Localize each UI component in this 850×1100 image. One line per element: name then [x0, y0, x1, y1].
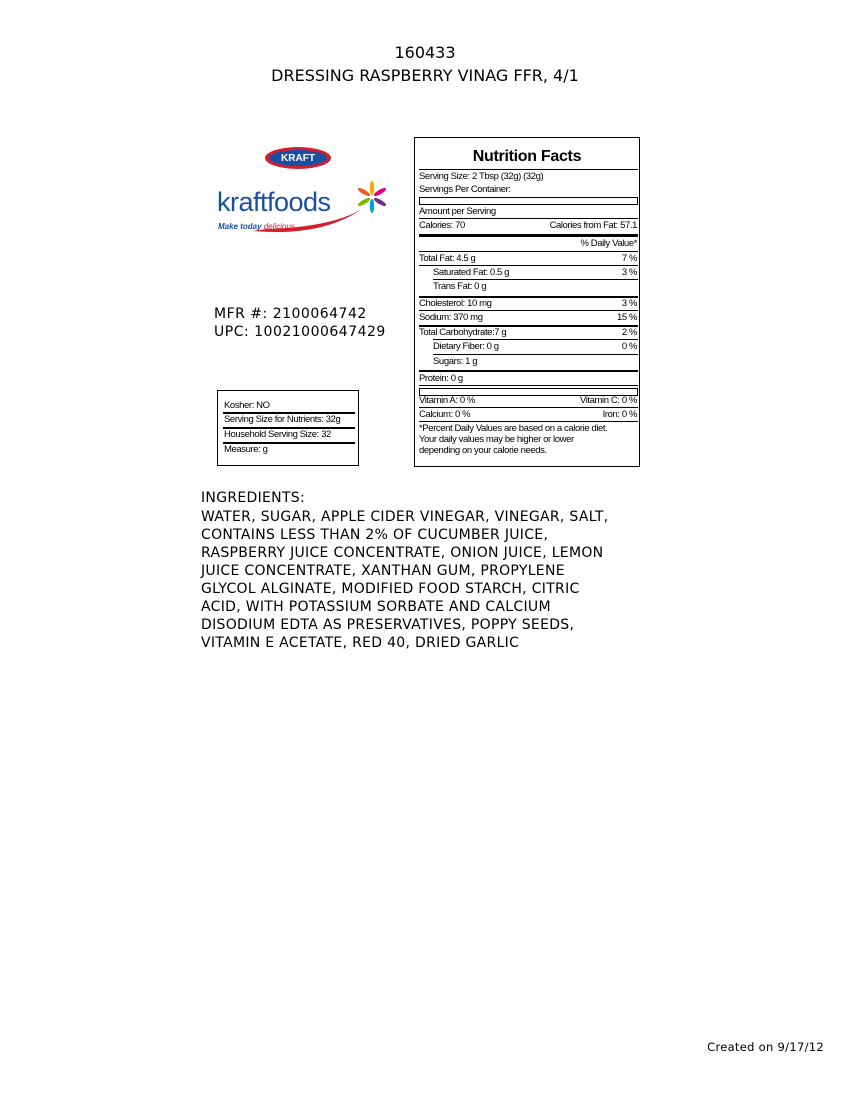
nutrient-label: Sodium: 370 mg [419, 312, 483, 323]
ingredients-line: DISODIUM EDTA AS PRESERVATIVES, POPPY SEEDS, [201, 617, 575, 633]
vitamin-a: Vitamin A: 0 % [419, 395, 476, 406]
kosher-text: Kosher: NO [224, 400, 270, 411]
divider [419, 385, 638, 386]
nutrient-row [419, 298, 637, 310]
calories: Calories: 70 [419, 220, 465, 231]
kraftfoods-wordmark: kraftfoods [217, 187, 331, 217]
product-code: 160433 [394, 43, 456, 62]
nutrient-dv: 15 % [616, 312, 637, 323]
nutrient-row [433, 341, 637, 353]
nutrient-row [433, 281, 637, 293]
blank-box [419, 197, 638, 205]
created-date: Created on 9/17/12 [707, 1040, 824, 1054]
nutrient-label: Trans Fat: 0 g [433, 281, 487, 292]
divider [419, 218, 638, 219]
ingredients-line: VITAMIN E ACETATE, RED 40, DRIED GARLIC [201, 635, 520, 651]
iron: Iron: 0 % [602, 409, 637, 420]
calcium: Calcium: 0 % [419, 409, 471, 420]
nutrient-row [419, 373, 637, 385]
ingredients-list [201, 508, 631, 652]
nutrition-facts-panel [414, 137, 640, 467]
nutrient-dv: 3 % [621, 298, 637, 309]
nutrient-dv: 7 % [621, 253, 637, 264]
nutrient-dv: 2 % [621, 327, 637, 338]
nutrient-row [419, 253, 637, 265]
household-serving-size: Household Serving Size: 32 [224, 429, 331, 440]
tagline-part-a: Make today [218, 222, 264, 231]
ingredients-line: RASPBERRY JUICE CONCENTRATE, ONION JUICE, LEMON [201, 545, 604, 561]
kraft-tagline [218, 222, 295, 231]
ingredients-line: WATER, SUGAR, APPLE CIDER VINEGAR, VINEGAR, SALT, [201, 509, 609, 525]
nutrient-label: Saturated Fat: 0.5 g [433, 267, 509, 278]
kraft-foods-logo [212, 145, 390, 240]
vitamins-row [419, 395, 637, 407]
nutrient-label: Total Fat: 4.5 g [419, 253, 476, 264]
nutrient-label: Protein: 0 g [419, 373, 463, 384]
ingredients-line: ACID, WITH POTASSIUM SORBATE AND CALCIUM [201, 599, 551, 615]
nutrient-row [419, 327, 637, 339]
nutrient-label: Total Carbohydrate:7 g [419, 327, 507, 338]
vitamin-c: Vitamin C: 0 % [579, 395, 637, 406]
divider [433, 339, 638, 340]
upc-number: UPC: 10021000647429 [214, 324, 386, 340]
divider [419, 421, 638, 422]
daily-value-header: % Daily Value* [580, 238, 637, 249]
nutrient-row [419, 312, 637, 324]
ingredients-heading: INGREDIENTS: [201, 490, 306, 506]
divider [419, 169, 638, 170]
calories-from-fat: Calories from Fat: 57.1 [549, 220, 637, 231]
ingredients-line: CONTAINS LESS THAN 2% OF CUCUMBER JUICE, [201, 527, 549, 543]
ingredients-line: GLYCOL ALGINATE, MODIFIED FOOD STARCH, CITRIC [201, 581, 580, 597]
divider [433, 279, 638, 280]
nutrient-row [433, 267, 637, 279]
amount-per-serving: Amount per Serving [419, 206, 496, 217]
kraft-badge-text: KRAFT [269, 150, 327, 166]
kosher-info-box [217, 390, 359, 466]
divider [433, 354, 638, 355]
nutrient-label: Dietary Fiber: 0 g [433, 341, 499, 352]
minerals-row [419, 409, 637, 421]
nutrient-label: Cholesterol: 10 mg [419, 298, 492, 309]
nutrition-facts-title: Nutrition Facts [472, 148, 582, 165]
divider [419, 265, 638, 266]
serving-size-nutrients: Serving Size for Nutrients: 32g [224, 414, 341, 425]
divider [419, 407, 638, 408]
nutrient-dv: 0 % [621, 341, 637, 352]
nutrient-dv: 3 % [621, 267, 637, 278]
thick-divider [419, 234, 638, 237]
calories-row [419, 220, 637, 232]
nutrient-row [433, 356, 637, 368]
divider [419, 370, 638, 372]
divider [419, 251, 638, 252]
tagline-part-b: delicious [263, 222, 295, 231]
footnote-line: depending on your calorie needs. [419, 445, 547, 456]
product-name: DRESSING RASPBERRY VINAG FFR, 4/1 [271, 66, 579, 85]
mfr-number: MFR #: 2100064742 [214, 306, 367, 322]
measure-text: Measure: g [224, 444, 268, 455]
divider [419, 310, 638, 311]
footnote-line: Your daily values may be higher or lower [419, 434, 574, 445]
servings-per-container: Servings Per Container: [419, 184, 511, 195]
serving-size: Serving Size: 2 Tbsp (32g) (32g) [419, 171, 544, 182]
nutrient-label: Sugars: 1 g [433, 356, 478, 367]
footnote-line: *Percent Daily Values are based on a calorie diet. [419, 423, 608, 434]
ingredients-line: JUICE CONCENTRATE, XANTHAN GUM, PROPYLENE [201, 563, 565, 579]
